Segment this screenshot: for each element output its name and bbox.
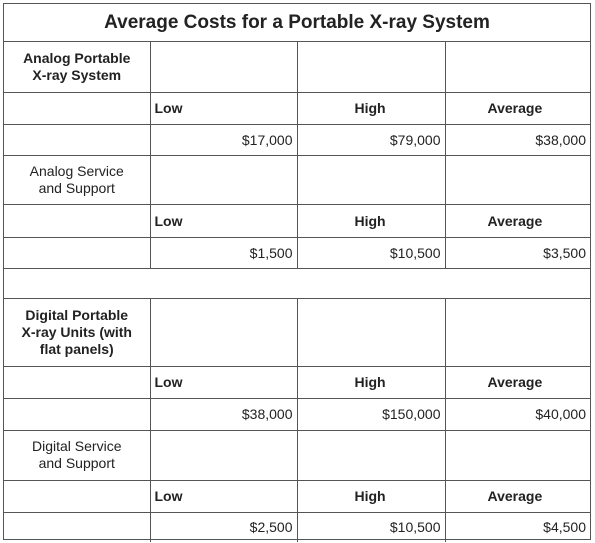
empty-cell xyxy=(297,155,445,204)
empty-cell xyxy=(4,92,150,124)
header-low: Low xyxy=(150,480,297,512)
empty-cell xyxy=(297,42,445,92)
empty-cell xyxy=(297,298,445,366)
empty-cell xyxy=(297,430,445,480)
section-label-line: and Support xyxy=(38,455,115,471)
value-high: $79,000 xyxy=(297,124,445,155)
section-label xyxy=(4,430,150,480)
section-row-digital-units xyxy=(4,298,590,366)
section-label-line: X-ray Units (with xyxy=(21,323,132,340)
empty-cell xyxy=(4,480,150,512)
empty-cell xyxy=(4,204,150,237)
header-high: High xyxy=(297,92,445,124)
value-average: $4,500 xyxy=(445,512,590,542)
header-row xyxy=(4,480,590,512)
table-title: Average Costs for a Portable X-ray System xyxy=(4,4,590,42)
value-row xyxy=(4,124,590,155)
empty-cell xyxy=(4,398,150,430)
section-row-analog-system xyxy=(4,42,590,92)
section-label-line: Digital Service xyxy=(32,438,122,454)
header-low: Low xyxy=(150,204,297,237)
section-label-line: flat panels) xyxy=(39,340,114,357)
section-label xyxy=(4,298,150,366)
header-low: Low xyxy=(150,92,297,124)
section-row-digital-service xyxy=(4,430,590,480)
value-row xyxy=(4,398,590,430)
header-low: Low xyxy=(150,366,297,398)
spacer-row xyxy=(4,268,590,298)
value-average: $40,000 xyxy=(445,398,590,430)
value-row xyxy=(4,512,590,542)
section-label-line: X-ray System xyxy=(32,66,122,83)
section-row-analog-service xyxy=(4,155,590,204)
empty-cell xyxy=(4,512,150,542)
header-average: Average xyxy=(445,92,590,124)
header-high: High xyxy=(297,204,445,237)
value-low: $17,000 xyxy=(150,124,297,155)
header-average: Average xyxy=(445,204,590,237)
value-low: $38,000 xyxy=(150,398,297,430)
value-average: $38,000 xyxy=(445,124,590,155)
empty-cell xyxy=(445,155,590,204)
header-high: High xyxy=(297,480,445,512)
header-row xyxy=(4,92,590,124)
value-high: $150,000 xyxy=(297,398,445,430)
empty-cell xyxy=(150,155,297,204)
section-label xyxy=(4,155,150,204)
section-label-line: Analog Portable xyxy=(23,49,131,66)
empty-cell xyxy=(445,298,590,366)
value-high: $10,500 xyxy=(297,512,445,542)
empty-cell xyxy=(150,430,297,480)
header-row xyxy=(4,204,590,237)
empty-cell xyxy=(445,430,590,480)
empty-cell xyxy=(150,42,297,92)
section-label-line: Analog Service xyxy=(29,162,124,179)
header-high: High xyxy=(297,366,445,398)
empty-cell xyxy=(4,237,150,268)
empty-cell xyxy=(445,42,590,92)
header-average: Average xyxy=(445,366,590,398)
empty-cell xyxy=(4,124,150,155)
value-row xyxy=(4,237,590,268)
empty-cell xyxy=(150,298,297,366)
cost-table xyxy=(4,42,590,542)
header-average: Average xyxy=(445,480,590,512)
section-label-line: and Support xyxy=(38,179,115,196)
spacer-cell xyxy=(4,268,590,298)
header-row xyxy=(4,366,590,398)
value-low: $2,500 xyxy=(150,512,297,542)
section-label xyxy=(4,42,150,92)
value-high: $10,500 xyxy=(297,237,445,268)
section-label-line: Digital Portable xyxy=(25,306,129,323)
empty-cell xyxy=(4,366,150,398)
value-average: $3,500 xyxy=(445,237,590,268)
cost-table-container xyxy=(3,3,591,540)
value-low: $1,500 xyxy=(150,237,297,268)
